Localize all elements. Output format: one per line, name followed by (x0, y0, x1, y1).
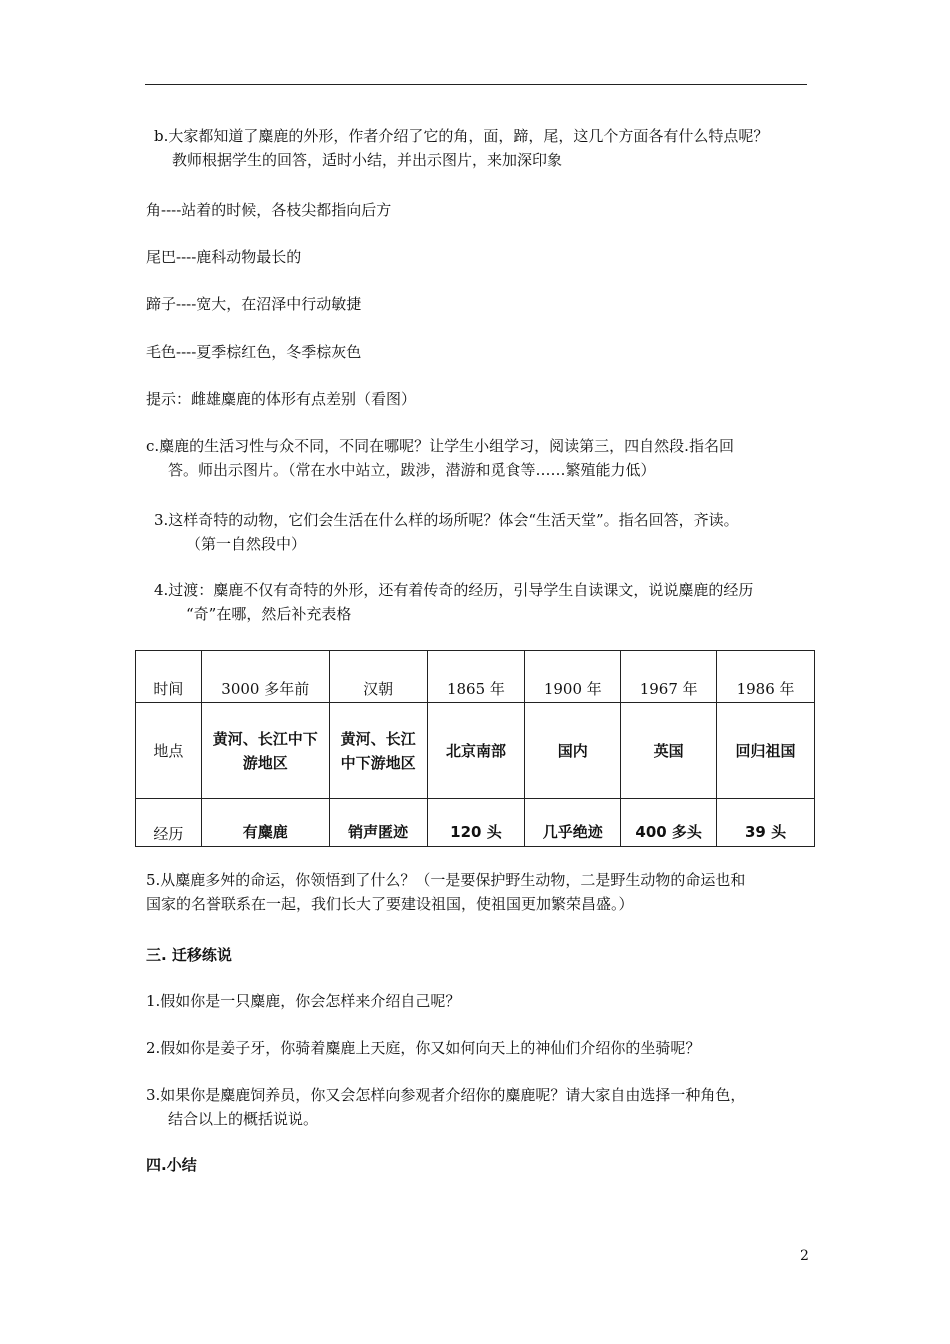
paragraph-c (146, 434, 734, 482)
table-row-exp (136, 799, 815, 847)
table-cell: 120 头 (427, 799, 525, 847)
table-cell: 黄河、长江中下游地区 (329, 703, 427, 799)
line-4a: 4.过渡：麋鹿不仅有奇特的外形，还有着传奇的经历，引导学生自读课文，说说麋鹿的经历 (154, 581, 754, 599)
line-weiba: 尾巴----鹿科动物最长的 (146, 248, 302, 266)
paragraph-3 (146, 508, 739, 556)
line-b2: 教师根据学生的回答，适时小结，并出示图片，来加深印象 (172, 151, 563, 169)
line-q3a: 3.如果你是麋鹿饲养员，你又会怎样向参观者介绍你的麋鹿呢？请大家自由选择一种角色， (146, 1086, 746, 1104)
section-heading-4: 四.小结 (146, 1156, 197, 1174)
line-jiao: 角----站着的时候，各枝尖都指向后方 (146, 201, 392, 219)
table-cell: 1865 年 (427, 651, 525, 703)
question-3 (146, 1083, 745, 1131)
table-cell: 汉朝 (329, 651, 427, 703)
paragraph-b (146, 124, 768, 172)
table-cell: 销声匿迹 (329, 799, 427, 847)
question-1: 1.假如你是一只麋鹿，你会怎样来介绍自己呢？ (146, 992, 461, 1010)
line-q3b: 结合以上的概括说说。 (168, 1110, 319, 1128)
table-cell: 400 多头 (621, 799, 717, 847)
question-2: 2.假如你是姜子牙，你骑着麋鹿上天庭，你又如何向天上的神仙们介绍你的坐骑呢？ (146, 1039, 701, 1057)
table-cell: 1900 年 (525, 651, 621, 703)
page-number: 2 (800, 1248, 809, 1264)
table-cell: 经历 (136, 799, 202, 847)
line-tishi: 提示：雌雄麋鹿的体形有点差别（看图） (146, 390, 417, 408)
table-row-time (136, 651, 815, 703)
line-b1: b.大家都知道了麋鹿的外形，作者介绍了它的角，面，蹄，尾，这几个方面各有什么特点呢？ (154, 127, 769, 145)
line-tizi: 蹄子----宽大，在沼泽中行动敏捷 (146, 295, 362, 313)
table-cell: 国内 (525, 703, 621, 799)
table-row-place (136, 703, 815, 799)
table-cell: 黄河、长江中下游地区 (201, 703, 329, 799)
line-3b: （第一自然段中） (186, 535, 307, 553)
line-c1: c.麋鹿的生活习性与众不同，不同在哪呢？让学生小组学习，阅读第三，四自然段.指名回 (146, 437, 734, 455)
table-cell: 1986 年 (717, 651, 815, 703)
line-mase: 毛色----夏季棕红色，冬季棕灰色 (146, 343, 362, 361)
line-5b: 国家的名誉联系在一起，我们长大了要建设祖国，使祖国更加繁荣昌盛。） (146, 895, 634, 913)
table-cell: 回归祖国 (717, 703, 815, 799)
table-cell: 39 头 (717, 799, 815, 847)
line-c2: 答。师出示图片。（常在水中站立，跋涉，潜游和觅食等……繁殖能力低） (168, 461, 656, 479)
line-3a: 3.这样奇特的动物，它们会生活在什么样的场所呢？体会“生活天堂”。指名回答，齐读。 (154, 511, 739, 529)
line-4b: “奇”在哪，然后补充表格 (186, 605, 352, 623)
history-table (135, 650, 815, 847)
paragraph-4 (146, 578, 753, 626)
line-5a: 5.从麋鹿多舛的命运，你领悟到了什么？（一是要保护野生动物，二是野生动物的命运也和 (146, 871, 746, 889)
table-cell: 1967 年 (621, 651, 717, 703)
table-cell: 北京南部 (427, 703, 525, 799)
table-cell: 地点 (136, 703, 202, 799)
table-cell: 有麋鹿 (201, 799, 329, 847)
table-cell: 几乎绝迹 (525, 799, 621, 847)
header-rule (145, 84, 807, 85)
table-cell: 英国 (621, 703, 717, 799)
paragraph-5 (146, 868, 745, 916)
table-cell: 时间 (136, 651, 202, 703)
table-cell: 3000 多年前 (201, 651, 329, 703)
section-heading-3: 三. 迁移练说 (146, 946, 232, 964)
